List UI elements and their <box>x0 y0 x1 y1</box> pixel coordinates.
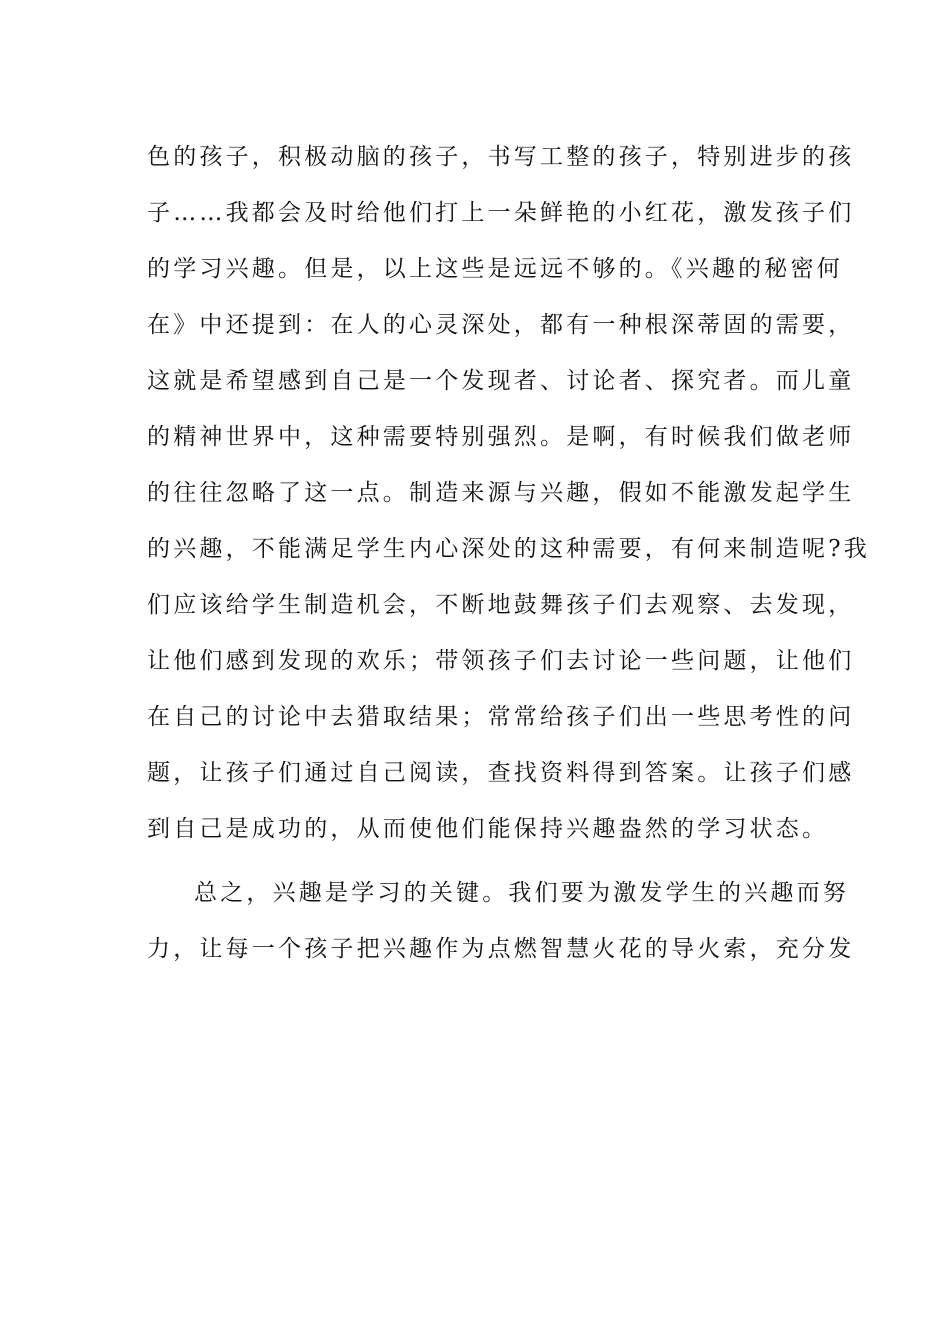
text-line: 们应该给学生制造机会，不断地鼓舞孩子们去观察、去发现， <box>147 592 855 618</box>
paragraph-2 <box>147 865 855 977</box>
text-line: 力，让每一个孩子把兴趣作为点燃智慧火花的导火索，充分发 <box>147 936 855 962</box>
text-line: 题，让孩子们通过自己阅读，查找资料得到答案。让孩子们感 <box>147 760 855 786</box>
paragraph-gap <box>147 857 807 865</box>
text-line: 子……我都会及时给他们打上一朵鲜艳的小红花，激发孩子们 <box>147 200 855 226</box>
text-line: 让他们感到发现的欢乐；带领孩子们去讨论一些问题，让他们 <box>147 648 855 674</box>
text-line: 的精神世界中，这种需要特别强烈。是啊，有时候我们做老师 <box>147 424 855 450</box>
document-body <box>147 129 870 977</box>
paragraph-1 <box>147 129 870 857</box>
text-line: 在自己的讨论中去猎取结果；常常给孩子们出一些思考性的问 <box>147 704 855 730</box>
text-line: 的往往忽略了这一点。制造来源与兴趣，假如不能激发起学生 <box>147 480 855 506</box>
text-line-indented: 总之，兴趣是学习的关键。我们要为激发学生的兴趣而努 <box>194 880 849 906</box>
text-line: 的兴趣，不能满足学生内心深处的这种需要，有何来制造呢?我 <box>147 536 870 562</box>
text-line: 色的孩子，积极动脑的孩子，书写工整的孩子，特别进步的孩 <box>147 144 855 170</box>
text-line: 到自己是成功的，从而使他们能保持兴趣盎然的学习状态。 <box>147 816 829 842</box>
text-line: 在》中还提到：在人的心灵深处，都有一种根深蒂固的需要， <box>147 312 855 338</box>
text-line: 的学习兴趣。但是，以上这些是远远不够的。《兴趣的秘密何 <box>147 256 843 282</box>
text-line: 这就是希望感到自己是一个发现者、讨论者、探究者。而儿童 <box>147 368 855 394</box>
